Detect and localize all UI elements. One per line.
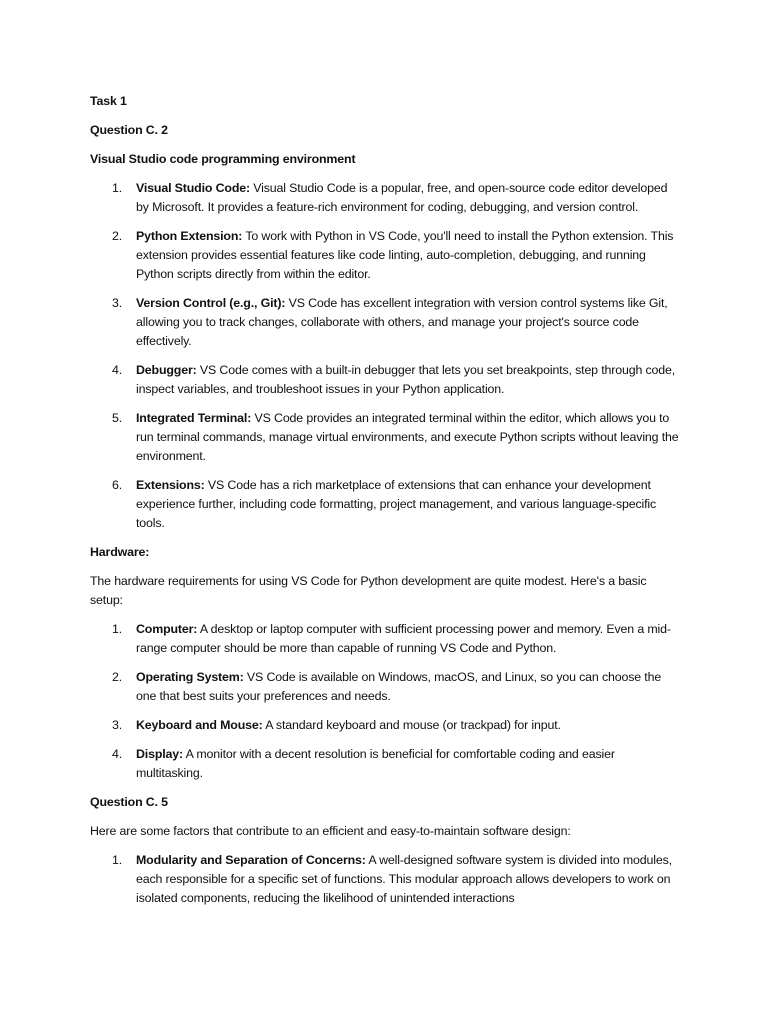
environment-list	[90, 179, 680, 533]
hardware-intro: The hardware requirements for using VS Code for Python development are quite modest. Here's a basic setup:	[90, 574, 647, 607]
list-text: VS Code is available on Windows, macOS, and Linux, so you can choose the one that best suits your preferences and needs.	[136, 670, 662, 703]
list-term: Integrated Terminal:	[136, 411, 252, 425]
list-text: VS Code has a rich marketplace of extensions that can enhance your development experience further, including code formatting, project management, and various language-specific tools.	[136, 478, 657, 530]
list-number: 1.	[112, 622, 123, 636]
list-term: Debugger:	[136, 363, 197, 377]
list-text: Visual Studio Code is a popular, free, and open-source code editor developed by Microsoft. It provides a feature-rich environment for coding, debugging, and version control.	[136, 181, 668, 214]
list-number: 1.	[112, 853, 123, 867]
list-number: 3.	[112, 718, 123, 732]
list-term: Modularity and Separation of Concerns:	[136, 853, 366, 867]
list-number: 6.	[112, 478, 123, 492]
list-item	[90, 716, 680, 735]
list-text: A standard keyboard and mouse (or trackpad) for input.	[265, 718, 561, 732]
list-number: 4.	[112, 363, 123, 377]
list-term: Display:	[136, 747, 184, 761]
list-text: To work with Python in VS Code, you'll need to install the Python extension. This extension provides essential features like code linting, auto-completion, debugging, and running Python scripts directly from within the editor.	[136, 229, 674, 281]
list-item	[90, 409, 680, 466]
list-text: VS Code provides an integrated terminal within the editor, which allows you to run terminal commands, manage virtual environments, and execute Python scripts without leaving the environment.	[136, 411, 679, 463]
list-item	[90, 745, 680, 783]
list-term: Extensions:	[136, 478, 205, 492]
hardware-list	[90, 620, 680, 783]
question-c5-heading: Question C. 5	[90, 795, 168, 809]
list-item	[90, 668, 680, 706]
list-term: Computer:	[136, 622, 198, 636]
question-c2-heading: Question C. 2	[90, 123, 168, 137]
list-number: 1.	[112, 181, 123, 195]
list-number: 4.	[112, 747, 123, 761]
list-item	[90, 620, 680, 658]
list-number: 2.	[112, 670, 123, 684]
c5-intro: Here are some factors that contribute to an efficient and easy-to-maintain software design:	[90, 824, 571, 838]
list-item	[90, 851, 680, 908]
list-term: Operating System:	[136, 670, 244, 684]
list-item	[90, 179, 680, 217]
list-term: Version Control (e.g., Git):	[136, 296, 286, 310]
list-term: Visual Studio Code:	[136, 181, 250, 195]
list-term: Python Extension:	[136, 229, 243, 243]
list-text: A well-designed software system is divided into modules, each responsible for a specific set of functions. This modular approach allows developers to work on isolated components, reducing the likelihood of unintended interactions	[136, 853, 672, 905]
list-number: 5.	[112, 411, 123, 425]
list-text: A desktop or laptop computer with sufficient processing power and memory. Even a mid-range computer should be more than capable of running VS Code and Python.	[136, 622, 671, 655]
list-term: Keyboard and Mouse:	[136, 718, 263, 732]
list-text: VS Code comes with a built-in debugger that lets you set breakpoints, step through code, inspect variables, and troubleshoot issues in your Python application.	[136, 363, 676, 396]
list-item	[90, 294, 680, 351]
list-item	[90, 361, 680, 399]
list-number: 2.	[112, 229, 123, 243]
list-text: VS Code has excellent integration with version control systems like Git, allowing you to track changes, collaborate with others, and manage your project's source code effectively.	[136, 296, 668, 348]
document-page	[90, 92, 680, 918]
list-number: 3.	[112, 296, 123, 310]
list-text: A monitor with a decent resolution is beneficial for comfortable coding and easier multitasking.	[136, 747, 615, 780]
list-item	[90, 476, 680, 533]
task-title: Task 1	[90, 94, 127, 108]
design-factors-list	[90, 851, 680, 908]
section1-heading: Visual Studio code programming environment	[90, 152, 356, 166]
list-item	[90, 227, 680, 284]
hardware-heading: Hardware:	[90, 545, 150, 559]
